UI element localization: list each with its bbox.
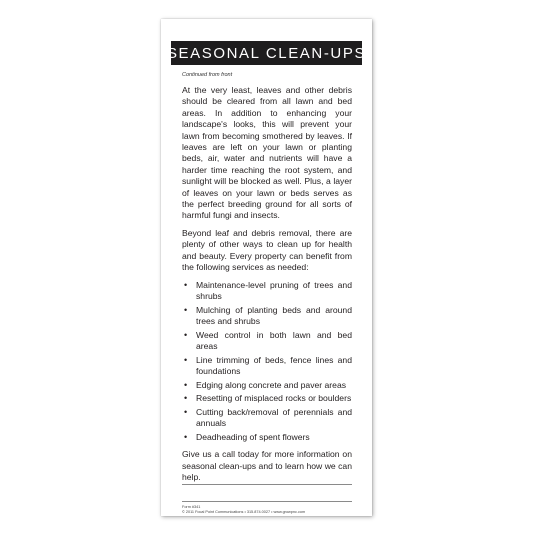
bullet-icon: • (184, 431, 188, 442)
intro-paragraph: At the very least, leaves and other debris should be cleared from all lawn and bed areas. In addition to enhancing your landscape's looks, this will prevent your lawn from becoming smothered by leaves. If leaves are left on your lawn or planting beds, air, water and nutrients will have a harder time reaching the root system, and sunlight will be blocked as well. Plus, a layer of leaves on your lawn or beds serves as the perfect breeding ground for all sorts of harmful fungi and insects. (182, 85, 352, 221)
list-item (182, 305, 352, 328)
copyright-line: © 2011 Focal Point Communications • 315.874.0027 • www.growpnc.com (182, 510, 306, 514)
list-item-text: Cutting back/removal of perennials and annuals (196, 406, 352, 429)
body-text (182, 85, 352, 489)
list-item (182, 380, 352, 391)
form-number: Form #341 (182, 505, 201, 509)
page-title: SEASONAL CLEAN-UPS (166, 44, 367, 62)
list-item-text: Deadheading of spent flowers (196, 431, 310, 442)
services-paragraph: Beyond leaf and debris removal, there are plenty of other ways to clean up for health and beauty. Every property can benefit from the following services as needed: (182, 227, 352, 273)
continued-note: Continued from front (182, 72, 233, 78)
closing-paragraph: Give us a call today for more information on seasonal clean-ups and to learn how we can help. (182, 449, 352, 482)
list-item (182, 393, 352, 404)
list-item-text: Mulching of planting beds and around trees and shrubs (196, 304, 352, 326)
list-item-text: Resetting of misplaced rocks or boulders (196, 393, 352, 404)
bullet-icon: • (184, 279, 188, 290)
signature-line (182, 501, 352, 502)
list-item-text: Edging along concrete and paver areas (196, 379, 347, 390)
bullet-icon: • (184, 329, 188, 340)
list-item (182, 280, 352, 303)
list-item (182, 407, 352, 430)
list-item (182, 432, 352, 443)
list-item-text: Weed control in both lawn and bed areas (196, 329, 352, 351)
bullet-icon: • (184, 354, 188, 365)
bullet-icon: • (184, 406, 188, 417)
header-bar (166, 41, 367, 65)
list-item (182, 355, 352, 378)
bullet-icon: • (184, 304, 188, 315)
bullet-icon: • (184, 393, 188, 404)
signature-line (182, 484, 352, 485)
flyer-card (161, 19, 372, 516)
list-item (182, 330, 352, 353)
list-item-text: Maintenance-level pruning of trees and shrubs (196, 279, 352, 301)
list-item-text: Line trimming of beds, fence lines and foundations (196, 354, 352, 376)
services-list (182, 280, 352, 444)
footer (182, 505, 305, 515)
bullet-icon: • (184, 379, 188, 390)
